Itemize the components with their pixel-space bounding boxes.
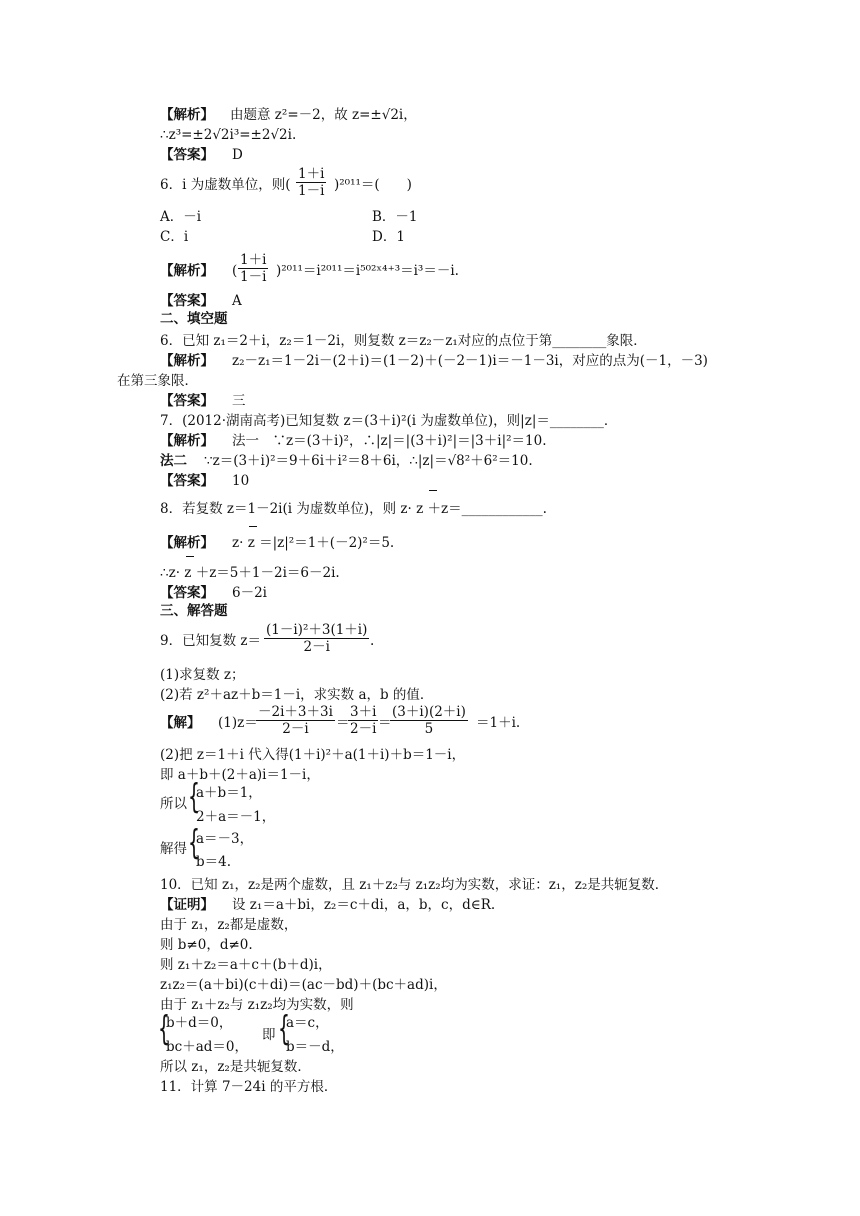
q9-sol1-frac3 [390, 704, 468, 737]
q9-suoyi: 所以 [160, 796, 187, 812]
q10-line: 由于 z₁＋z₂与 z₁z₂均为实数，则 [160, 997, 354, 1013]
conj-bar [186, 556, 194, 557]
q9-sol1-f2-den: 2－i [350, 721, 377, 737]
q10-sys-b: bc＋ad＝0， [166, 1039, 248, 1055]
q9-eq2: ＝ [378, 715, 392, 731]
q9-sol1-frac1 [256, 704, 335, 737]
q5-answer-label: 【答案】 [160, 147, 214, 163]
q8-answer: 6－2i [232, 585, 267, 601]
q6-stem-suffix: )²⁰¹¹＝( ) [334, 177, 412, 193]
q9-sys1-a: a＋b＝1， [196, 785, 262, 801]
q9-sol1-prefix: (1)z＝ [218, 715, 258, 731]
q9-sub1: (1)求复数 z； [160, 667, 245, 683]
q6-fraction [296, 166, 326, 199]
q9-jie-label: 【解】 [160, 715, 201, 731]
q6-frac-num: 1＋i [298, 166, 325, 182]
q6b-jiexi-line2: 在第三象限． [117, 373, 198, 389]
q9-frac-num: (1－i)²＋3(1＋i) [266, 622, 368, 638]
q8-answer-label: 【答案】 [160, 585, 214, 601]
q10-line: 由于 z₁，z₂都是虚数， [160, 917, 298, 933]
brace-icon: { [188, 777, 200, 817]
conj-bar [429, 490, 437, 491]
q7-jiexi-label: 【解析】 [160, 433, 214, 449]
q7-answer-label: 【答案】 [160, 473, 214, 489]
q10-conclusion: 所以 z₁，z₂是共轭复数． [160, 1059, 311, 1075]
q9-jiede: 解得 [160, 841, 187, 857]
q8-jiexi-label: 【解析】 [160, 535, 214, 551]
q8-jiexi-line2: ∴z· z ＋z＝5＋1－2i＝6－2i. [160, 565, 340, 581]
q6-jiexi-frac-den: 1－i [240, 269, 267, 285]
q9-sol2-line1: (2)把 z＝1＋i 代入得(1＋i)²＋a(1＋i)＋b＝1－i， [160, 747, 466, 763]
q11-stem: 11．计算 7－24i 的平方根． [160, 1079, 338, 1095]
q6-answer-label: 【答案】 [160, 293, 214, 309]
brace-icon: { [278, 1009, 290, 1049]
q10-line: 则 z₁＋z₂＝a＋c＋(b＋d)i， [160, 957, 332, 973]
section-fill-in: 二、填空题 [160, 311, 228, 327]
q5-jiexi-line2: ∴z³=±2√2i³=±2√2i. [160, 127, 297, 143]
q6b-jiexi-label: 【解析】 [160, 353, 214, 369]
q6-answer: A [232, 293, 242, 309]
q9-sol1-f3-num: (3＋i)(2＋i) [392, 704, 466, 720]
brace-icon: { [158, 1009, 170, 1049]
q10-line: 则 b≠0，d≠0. [160, 937, 253, 953]
q6-option-d: D．1 [372, 229, 405, 245]
q6-jiexi-frac-num: 1＋i [240, 252, 267, 268]
q10-proof-line1: 设 z₁＝a＋bi，z₂＝c＋di，a，b，c，d∈R. [232, 897, 496, 913]
q7-stem: 7．(2012·湖南高考)已知复数 z＝(3＋i)²(i 为虚数单位)，则|z|＝________． [160, 413, 618, 429]
q9-sol1-f1-den: 2－i [282, 721, 309, 737]
q10-line: z₁z₂＝(a＋bi)(c＋di)＝(ac－bd)＋(bc＋ad)i， [160, 977, 447, 993]
brace-icon: { [188, 823, 200, 863]
q9-sol1-f1-num: －2i＋3＋3i [258, 704, 333, 720]
q6-stem-prefix: 6．i 为虚数单位，则( [160, 177, 291, 193]
q10-proof-label: 【证明】 [160, 897, 214, 913]
q6b-answer-label: 【答案】 [160, 393, 214, 409]
q7-method2-label: 法二 [160, 453, 187, 469]
q6-option-c: C．i [160, 229, 189, 245]
q6-jiexi-paren: ( [232, 263, 238, 279]
q10-sys2-b: b＝－d， [286, 1039, 344, 1055]
q9-frac-den: 2－i [303, 639, 330, 655]
q9-sol1-frac2 [348, 704, 378, 737]
q9-sol1-f3-den: 5 [424, 721, 434, 737]
jiexi-label: 【解析】 [160, 107, 214, 123]
q8-stem: 8．若复数 z＝1－2i(i 为虚数单位)，则 z· z ＋z＝____________. [160, 501, 547, 517]
q6-frac-den: 1－i [298, 183, 325, 199]
q6-jiexi-fraction [238, 252, 268, 285]
q6-option-a: A．－i [160, 209, 202, 225]
q9-sol2-line2: 即 a＋b＋(2＋a)i＝1－i， [160, 767, 320, 783]
q9-fraction [264, 622, 369, 655]
q10-ji: 即 [262, 1027, 276, 1043]
q9-stem-period: . [370, 633, 375, 649]
q6-option-b: B．－1 [372, 209, 418, 225]
q6b-jiexi-line1: z₂－z₁＝1－2i－(2＋i)＝(1－2)＋(－2－1)i＝－1－3i，对应的点为(－1，－3) [232, 353, 708, 369]
q6-jiexi-label: 【解析】 [160, 263, 214, 279]
conj-bar [249, 526, 257, 527]
section-solve: 三、解答题 [160, 603, 228, 619]
q5-jiexi-text: 由题意 z²=－2，故 z=±√2i， [230, 107, 417, 123]
q6b-stem: 6．已知 z₁＝2＋i，z₂＝1－2i，则复数 z＝z₂－z₁对应的点位于第________象限． [160, 333, 647, 349]
q9-sys2-b: b＝4. [196, 854, 232, 870]
q9-eq1: ＝ [336, 715, 350, 731]
q9-sys2-a: a＝－3， [196, 831, 254, 847]
q6b-answer: 三 [232, 393, 246, 409]
q10-sys-a: b＋d＝0， [166, 1015, 233, 1031]
q9-sol1-f2-num: 3＋i [350, 704, 377, 720]
q7-answer: 10 [232, 473, 250, 489]
q9-sys1-b: 2＋a＝－1， [196, 809, 276, 825]
q9-sub2: (2)若 z²＋az＋b＝1－i，求实数 a，b 的值． [160, 687, 434, 703]
q10-stem: 10．已知 z₁，z₂是两个虚数，且 z₁＋z₂与 z₁z₂均为实数，求证：z₁，z₂是共轭复数． [160, 877, 669, 893]
q10-sys2-a: a＝c， [286, 1015, 329, 1031]
q5-answer: D [232, 147, 243, 163]
q7-jiexi-line1: 法一 ∵z＝(3＋i)²，∴|z|＝|(3＋i)²|＝|3＋i|²＝10. [232, 433, 547, 449]
q6-jiexi-suffix: )²⁰¹¹＝i²⁰¹¹＝i⁵⁰²ˣ⁴⁺³＝i³＝－i. [276, 263, 459, 279]
q8-jiexi-line1: z· z ＝|z|²＝1＋(－2)²＝5. [232, 535, 395, 551]
q9-stem-prefix: 9．已知复数 z＝ [160, 633, 261, 649]
q9-sol1-suffix: ＝1＋i. [476, 715, 521, 731]
q7-jiexi-line2: ∵z＝(3＋i)²＝9＋6i＋i²＝8＋6i，∴|z|＝√8²＋6²＝10. [204, 453, 533, 469]
